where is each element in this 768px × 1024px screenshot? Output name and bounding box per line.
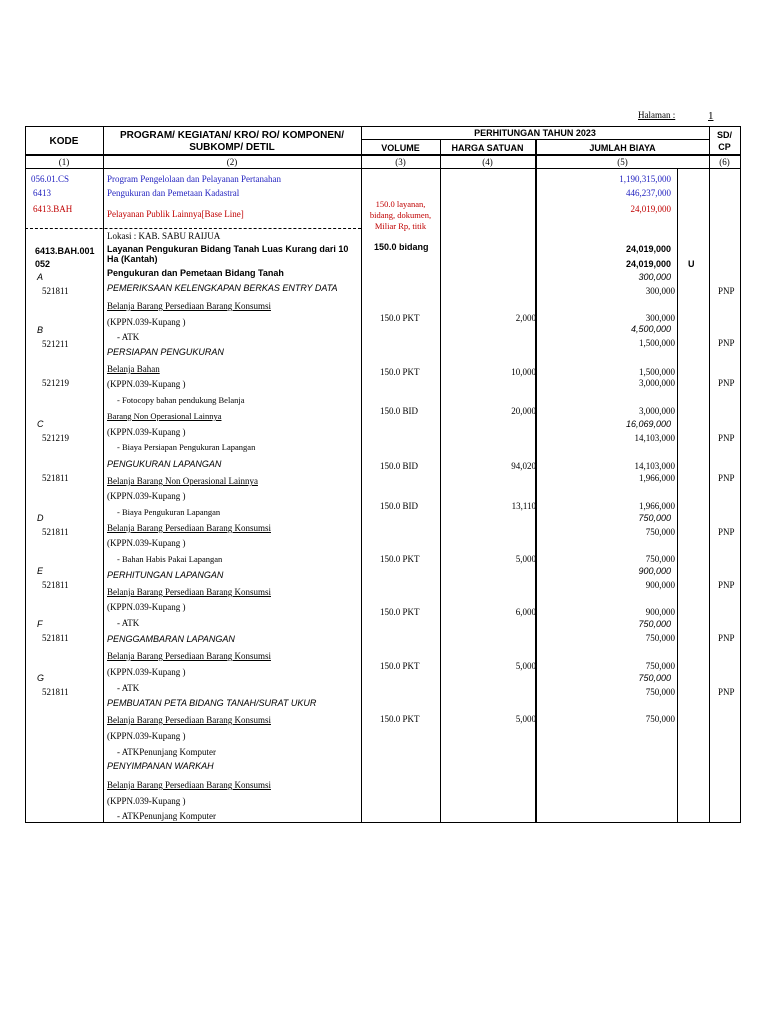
header-sdcp-1: SD/ [716,130,732,140]
akun-desc: Belanja Barang Persediaan Barang Konsumsi [107,301,271,311]
detail-volume: 150.0 BID [380,461,418,471]
akun-sd: PNP [718,473,735,483]
sub-f-desc: PEMBUATAN PETA BIDANG TANAH/SURAT UKUR [107,698,317,708]
detail-desc: - ATKPenunjang Komputer [117,811,216,821]
detail-harga: 94,020 [511,461,536,471]
kppn: (KPPN.039-Kupang ) [107,602,186,612]
detail-desc: - ATK [117,332,140,342]
page-label: Halaman : [638,110,676,120]
detail-desc: - Fotocopy bahan pendukung Belanja [117,395,245,405]
sub-d-desc: PERHITUNGAN LAPANGAN [107,570,224,580]
detail-desc: - Biaya Pengukuran Lapangan [117,507,221,517]
akun-code: 521811 [42,473,69,483]
sub-d-code: D [37,513,44,523]
akun-sd: PNP [718,338,735,348]
colnum-2: (2) [226,157,238,167]
akun-sd: PNP [718,286,735,296]
akun-total: 3,000,000 [639,378,675,388]
header-program-1: PROGRAM/ KEGIATAN/ KRO/ RO/ KOMPONEN/ [119,130,345,141]
akun-total: 900,000 [645,580,675,590]
kppn: (KPPN.039-Kupang ) [107,491,186,501]
akun-desc: Belanja Barang Non Operasional Lainnya [107,476,258,486]
ro-volume: 150.0 bidang [374,242,429,252]
sub-e-total: 900,000 [638,566,671,576]
akun-total: 750,000 [645,633,675,643]
program-code: 056.01.CS [31,174,70,184]
sub-f-total: 750,000 [638,619,671,629]
detail-volume: 150.0 PKT [380,661,420,671]
akun-code: 521811 [42,527,69,537]
header-volume: VOLUME [381,143,420,153]
detail-volume: 150.0 PKT [380,714,420,724]
kppn: (KPPN.039-Kupang ) [107,796,186,806]
akun-sd: PNP [718,633,735,643]
kro-volume-3: Miliar Rp, titik [374,221,427,231]
sub-e-desc: PENGGAMBARAN LAPANGAN [107,634,235,644]
detail-jumlah: 1,500,000 [639,367,675,377]
detail-volume: 150.0 PKT [380,313,420,323]
komponen-total: 24,019,000 [625,259,671,269]
header-sdcp-2: CP [718,142,731,152]
akun-desc: Belanja Bahan [107,364,160,374]
akun-sd: PNP [718,580,735,590]
detail-desc-cont: Barang Non Operasional Lainnya [107,411,222,421]
akun-total: 300,000 [645,286,675,296]
akun-code: 521811 [42,580,69,590]
kro-volume-2: bidang, dokumen, [369,210,432,220]
akun-desc: Belanja Barang Persediaan Barang Konsumsi [107,523,271,533]
lokasi: Lokasi : KAB. SABU RAIJUA [107,231,221,241]
detail-harga: 6,000 [515,607,536,617]
detail-jumlah: 300,000 [645,313,675,323]
sub-b-desc: PERSIAPAN PENGUKURAN [107,347,224,357]
kppn: (KPPN.039-Kupang ) [107,731,186,741]
kegiatan-code: 6413 [33,188,51,198]
sub-c-total: 16,069,000 [625,419,671,429]
akun-code: 521211 [42,339,69,349]
detail-jumlah: 750,000 [645,554,675,564]
colnum-4: (4) [482,157,493,167]
sub-b-code: B [37,325,44,335]
sub-g-code: G [37,673,45,683]
akun-total: 750,000 [645,527,675,537]
detail-harga: 5,000 [515,661,536,671]
akun-code: 521219 [42,378,69,388]
detail-harga: 5,000 [515,554,536,564]
sub-e-code: E [37,566,44,576]
detail-jumlah: 14,103,000 [634,461,675,471]
akun-total: 1,966,000 [639,473,675,483]
page-number: 1 [708,110,714,122]
detail-volume: 150.0 BID [380,406,418,416]
sub-a-code: A [37,272,44,282]
akun-total: 1,500,000 [639,338,675,348]
program-desc: Program Pengelolaan dan Pelayanan Pertanahan [107,174,281,184]
kppn: (KPPN.039-Kupang ) [107,667,186,677]
akun-sd: PNP [718,378,735,388]
sub-a-total: 300,000 [638,272,671,282]
detail-desc: - ATKPenunjang Komputer [117,747,216,757]
header-harga: HARGA SATUAN [451,143,524,153]
akun-sd: PNP [718,687,735,697]
akun-desc: Belanja Barang Persediaan Barang Konsumsi [107,715,271,725]
akun-sd: PNP [718,527,735,537]
detail-harga: 13,110 [511,501,536,511]
akun-code: 521811 [42,286,69,296]
kegiatan-total: 446,237,000 [626,188,671,198]
akun-code: 521811 [42,687,69,697]
kro-total: 24,019,000 [630,204,671,214]
akun-desc: Belanja Barang Persediaan Barang Konsumsi [107,780,271,790]
detail-harga: 2,000 [515,313,536,323]
sub-c-desc: PENGUKURAN LAPANGAN [107,459,222,469]
kro-code: 6413.BAH [33,204,73,214]
detail-desc: - Bahan Habis Pakai Lapangan [117,554,223,564]
detail-jumlah: 900,000 [645,607,675,617]
detail-volume: 150.0 PKT [380,367,420,377]
akun-total: 750,000 [645,687,675,697]
detail-volume: 150.0 PKT [380,554,420,564]
kro-desc: Pelayanan Publik Lainnya[Base Line] [107,209,244,219]
colnum-3: (3) [395,157,406,167]
akun-sd: PNP [718,433,735,443]
sub-b-total: 4,500,000 [630,324,671,334]
sub-g-desc: PENYIMPANAN WARKAH [107,761,214,771]
header-jumlah: JUMLAH BIAYA [589,143,656,153]
kegiatan-desc: Pengukuran dan Pemetaan Kadastral [107,188,240,198]
detail-harga: 20,000 [511,406,536,416]
ro-total: 24,019,000 [625,244,671,254]
colnum-5: (5) [617,157,628,167]
ro-desc-2: Ha (Kantah) [107,254,158,264]
detail-desc: - ATK [117,683,140,693]
komponen-sd: U [688,259,695,269]
detail-harga: 5,000 [515,714,536,724]
sub-f-code: F [37,619,43,629]
sub-d-total: 750,000 [638,513,671,523]
header-kode: KODE [49,136,79,147]
ro-desc-1: Layanan Pengukuran Bidang Tanah Luas Kurang dari 10 [107,244,349,254]
detail-desc: - ATK [117,618,140,628]
detail-harga: 10,000 [511,367,536,377]
akun-total: 14,103,000 [634,433,675,443]
akun-code: 521219 [42,433,69,443]
komponen-desc: Pengukuran dan Pemetaan Bidang Tanah [107,268,284,278]
kppn: (KPPN.039-Kupang ) [107,379,186,389]
detail-jumlah: 3,000,000 [639,406,675,416]
sub-c-code: C [37,419,44,429]
header-perhitungan: PERHITUNGAN TAHUN 2023 [474,128,596,138]
detail-jumlah: 1,966,000 [639,501,675,511]
ro-code: 6413.BAH.001 [35,246,95,256]
header-program-2: SUBKOMP/ DETIL [189,142,275,153]
detail-volume: 150.0 BID [380,501,418,511]
akun-desc: Belanja Barang Persediaan Barang Konsumsi [107,587,271,597]
sub-a-desc: PEMERIKSAAN KELENGKAPAN BERKAS ENTRY DATA [107,283,338,293]
kppn: (KPPN.039-Kupang ) [107,427,186,437]
colnum-1: (1) [58,157,70,167]
sub-g-total: 750,000 [638,673,671,683]
akun-desc: Belanja Barang Persediaan Barang Konsumsi [107,651,271,661]
detail-desc: - Biaya Persiapan Pengukuran Lapangan [117,442,256,452]
detail-jumlah: 750,000 [645,714,675,724]
program-total: 1,190,315,000 [619,174,671,184]
kro-volume-1: 150.0 layanan, [375,199,426,209]
detail-jumlah: 750,000 [645,661,675,671]
kppn: (KPPN.039-Kupang ) [107,538,186,548]
detail-volume: 150.0 PKT [380,607,420,617]
akun-code: 521811 [42,633,69,643]
colnum-6: (6) [719,157,730,167]
kppn: (KPPN.039-Kupang ) [107,317,186,327]
komponen-code: 052 [35,259,51,269]
